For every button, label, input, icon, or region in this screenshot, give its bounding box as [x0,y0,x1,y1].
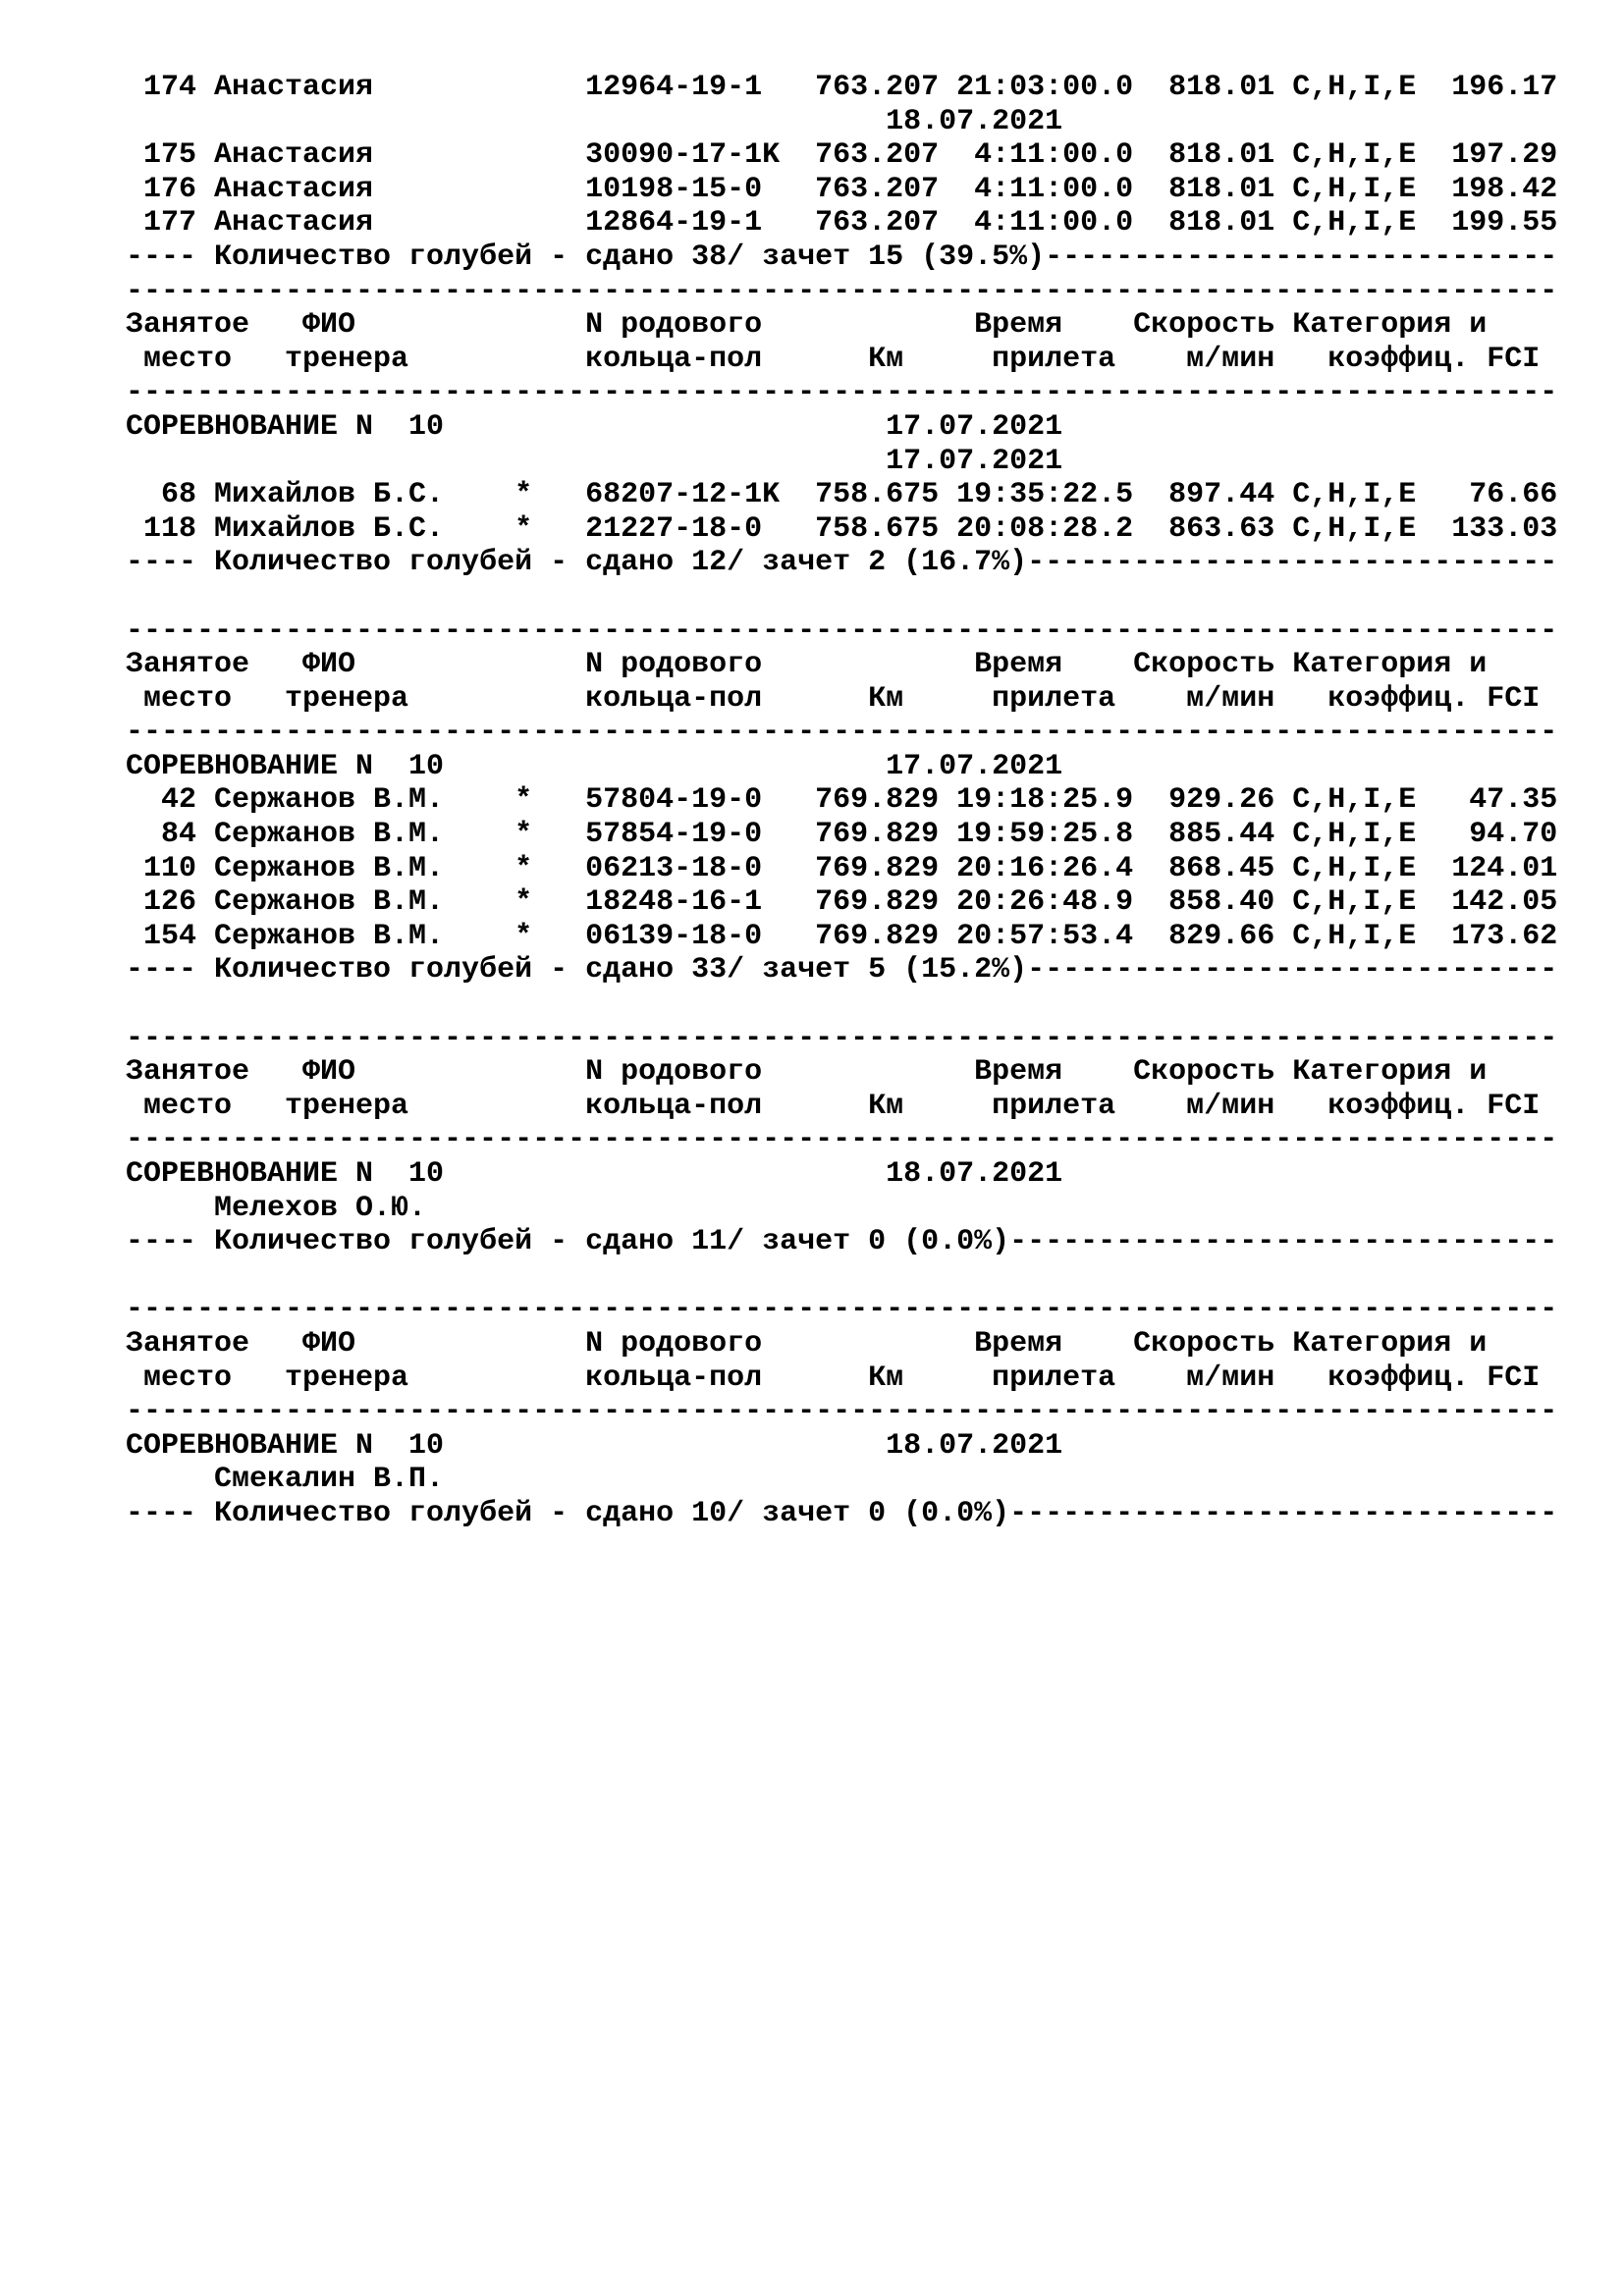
result-row-175: 175 Анастасия 30090-17-1K 763.207 4:11:00.0 818.01 C,H,I,E 197.29 [108,138,1558,173]
competition-heading: СОРЕВНОВАНИЕ N 10 17.07.2021 [108,409,1063,444]
separator-line: --------------------------------------------------------------------------------- [108,274,1558,308]
competition-date: 17.07.2021 [108,444,1063,478]
result-row-177: 177 Анастасия 12864-19-1 763.207 4:11:00.0 818.01 C,H,I,E 199.55 [108,206,1558,240]
summary-line: ---- Количество голубей - сдано 10/ зачет 0 (0.0%)------------------------------- [108,1496,1558,1530]
result-row-68: 68 Михайлов Б.С. * 68207-12-1K 758.675 19:35:22.5 897.44 C,H,I,E 76.66 [108,478,1558,512]
result-row-174: 174 Анастасия 12964-19-1 763.207 21:03:00.0 818.01 C,H,I,E 196.17 [108,71,1558,104]
column-header-line-2: место тренера кольца-пол Км прилета м/мин коэффиц. FCI [108,342,1541,376]
blank-line [108,988,1557,1022]
competition-heading: СОРЕВНОВАНИЕ N 10 18.07.2021 [108,1428,1063,1463]
trainer-name-line: Смекалин В.П. [108,1463,445,1497]
result-row-154: 154 Сержанов В.М. * 06139-18-0 769.829 20:57:53.4 829.66 C,H,I,E 173.62 [108,919,1558,953]
summary-line: ---- Количество голубей - сдано 11/ зачет 0 (0.0%)------------------------------- [108,1225,1558,1259]
separator-line: --------------------------------------------------------------------------------- [108,716,1558,750]
summary-line: ---- Количество голубей - сдано 33/ зачет 5 (15.2%)------------------------------ [108,953,1558,988]
result-date-continuation: 18.07.2021 [108,104,1063,138]
result-row-42: 42 Сержанов В.М. * 57804-19-0 769.829 19:18:25.9 929.26 C,H,I,E 47.35 [108,783,1558,818]
column-header-line-1: Занятое ФИО N родового Время Скорость Категория и [108,1055,1488,1090]
result-row-118: 118 Михайлов Б.С. * 21227-18-0 758.675 20:08:28.2 863.63 C,H,I,E 133.03 [108,511,1558,546]
separator-line: --------------------------------------------------------------------------------- [108,376,1558,410]
separator-line: --------------------------------------------------------------------------------- [108,1123,1558,1157]
separator-line: --------------------------------------------------------------------------------- [108,1395,1558,1429]
column-header-line-2: место тренера кольца-пол Км прилета м/мин коэффиц. FCI [108,1089,1541,1123]
column-header-line-1: Занятое ФИО N родового Время Скорость Категория и [108,308,1488,343]
trainer-name-line: Мелехов О.Ю. [108,1191,427,1225]
column-header-line-1: Занятое ФИО N родового Время Скорость Категория и [108,648,1488,682]
competition-heading: СОРЕВНОВАНИЕ N 10 18.07.2021 [108,1157,1063,1191]
results-report [108,71,1557,1531]
competition-heading: СОРЕВНОВАНИЕ N 10 17.07.2021 [108,749,1063,783]
column-header-line-2: место тренера кольца-пол Км прилета м/мин коэффиц. FCI [108,681,1541,716]
summary-line: ---- Количество голубей - сдано 38/ зачет 15 (39.5%)----------------------------- [108,240,1558,274]
separator-line: --------------------------------------------------------------------------------- [108,1021,1558,1055]
result-row-176: 176 Анастасия 10198-15-0 763.207 4:11:00.0 818.01 C,H,I,E 198.42 [108,172,1558,206]
result-row-110: 110 Сержанов В.М. * 06213-18-0 769.829 20:16:26.4 868.45 C,H,I,E 124.01 [108,851,1558,885]
column-header-line-2: место тренера кольца-пол Км прилета м/мин коэффиц. FCI [108,1361,1541,1395]
blank-line [108,1259,1557,1294]
result-row-84: 84 Сержанов В.М. * 57854-19-0 769.829 19:59:25.8 885.44 C,H,I,E 94.70 [108,818,1558,852]
separator-line: --------------------------------------------------------------------------------- [108,614,1558,648]
separator-line: --------------------------------------------------------------------------------- [108,1293,1558,1327]
result-row-126: 126 Сержанов В.М. * 18248-16-1 769.829 20:26:48.9 858.40 C,H,I,E 142.05 [108,885,1558,920]
column-header-line-1: Занятое ФИО N родового Время Скорость Категория и [108,1326,1488,1361]
blank-line [108,580,1557,614]
summary-line: ---- Количество голубей - сдано 12/ зачет 2 (16.7%)------------------------------ [108,546,1558,580]
